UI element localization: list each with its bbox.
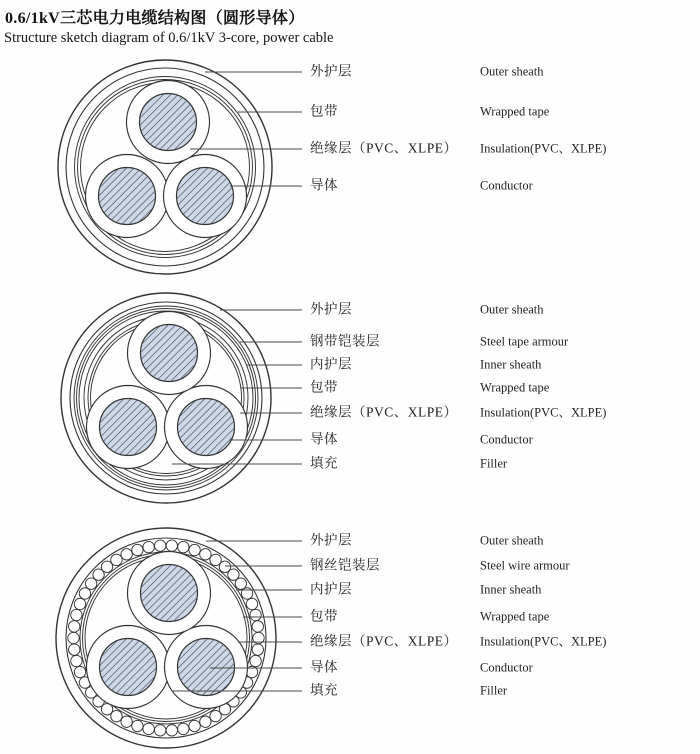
part-label-en: Inner sheath (480, 582, 542, 597)
part-label-en: Outer sheath (480, 64, 544, 79)
cable-unarmoured-drawing (58, 60, 302, 274)
cable-steel-tape-armoured-drawing (61, 293, 302, 503)
part-label-zh: 包带 (310, 608, 338, 624)
part-label-zh: 导体 (310, 659, 338, 675)
part-label-en: Conductor (480, 178, 533, 193)
part-label-zh: 钢丝铠装层 (310, 557, 380, 573)
part-label-zh: 外护层 (310, 301, 352, 317)
part-label-en: Insulation(PVC、XLPE) (480, 141, 607, 156)
page-title-zh: 0.6/1kV三芯电力电缆结构图（圆形导体） (5, 10, 305, 27)
part-label-en: Insulation(PVC、XLPE) (480, 634, 607, 649)
part-label-zh: 导体 (310, 177, 338, 193)
part-label-zh: 外护层 (310, 532, 352, 548)
cable-steel-wire-armoured-drawing (56, 528, 302, 748)
part-label-zh: 绝缘层（PVC、XLPE） (310, 404, 458, 420)
part-label-zh: 包带 (310, 103, 338, 119)
part-label-en: Conductor (480, 432, 533, 447)
part-label-en: Filler (480, 456, 508, 471)
part-label-en: Filler (480, 683, 508, 698)
part-label-zh: 外护层 (310, 63, 352, 79)
part-label-zh: 填充 (310, 455, 338, 471)
part-label-en: Steel wire armour (480, 558, 570, 573)
part-label-en: Steel tape armour (480, 334, 569, 349)
part-label-en: Outer sheath (480, 533, 544, 548)
part-label-zh: 内护层 (310, 356, 352, 372)
part-label-en: Wrapped tape (480, 104, 550, 119)
part-label-zh: 内护层 (310, 581, 352, 597)
part-label-en: Wrapped tape (480, 380, 550, 395)
part-label-en: Outer sheath (480, 302, 544, 317)
part-label-zh: 填充 (310, 682, 338, 698)
part-label-en: Insulation(PVC、XLPE) (480, 405, 607, 420)
part-label-en: Conductor (480, 660, 533, 675)
part-label-zh: 绝缘层（PVC、XLPE） (310, 140, 458, 156)
part-label-en: Inner sheath (480, 357, 542, 372)
part-label-zh: 绝缘层（PVC、XLPE） (310, 633, 458, 649)
part-label-zh: 包带 (310, 379, 338, 395)
part-label-zh: 钢带铠装层 (310, 333, 380, 349)
part-label-en: Wrapped tape (480, 609, 550, 624)
part-label-zh: 导体 (310, 431, 338, 447)
page-title-en: Structure sketch diagram of 0.6/1kV 3-core, power cable (4, 30, 334, 46)
